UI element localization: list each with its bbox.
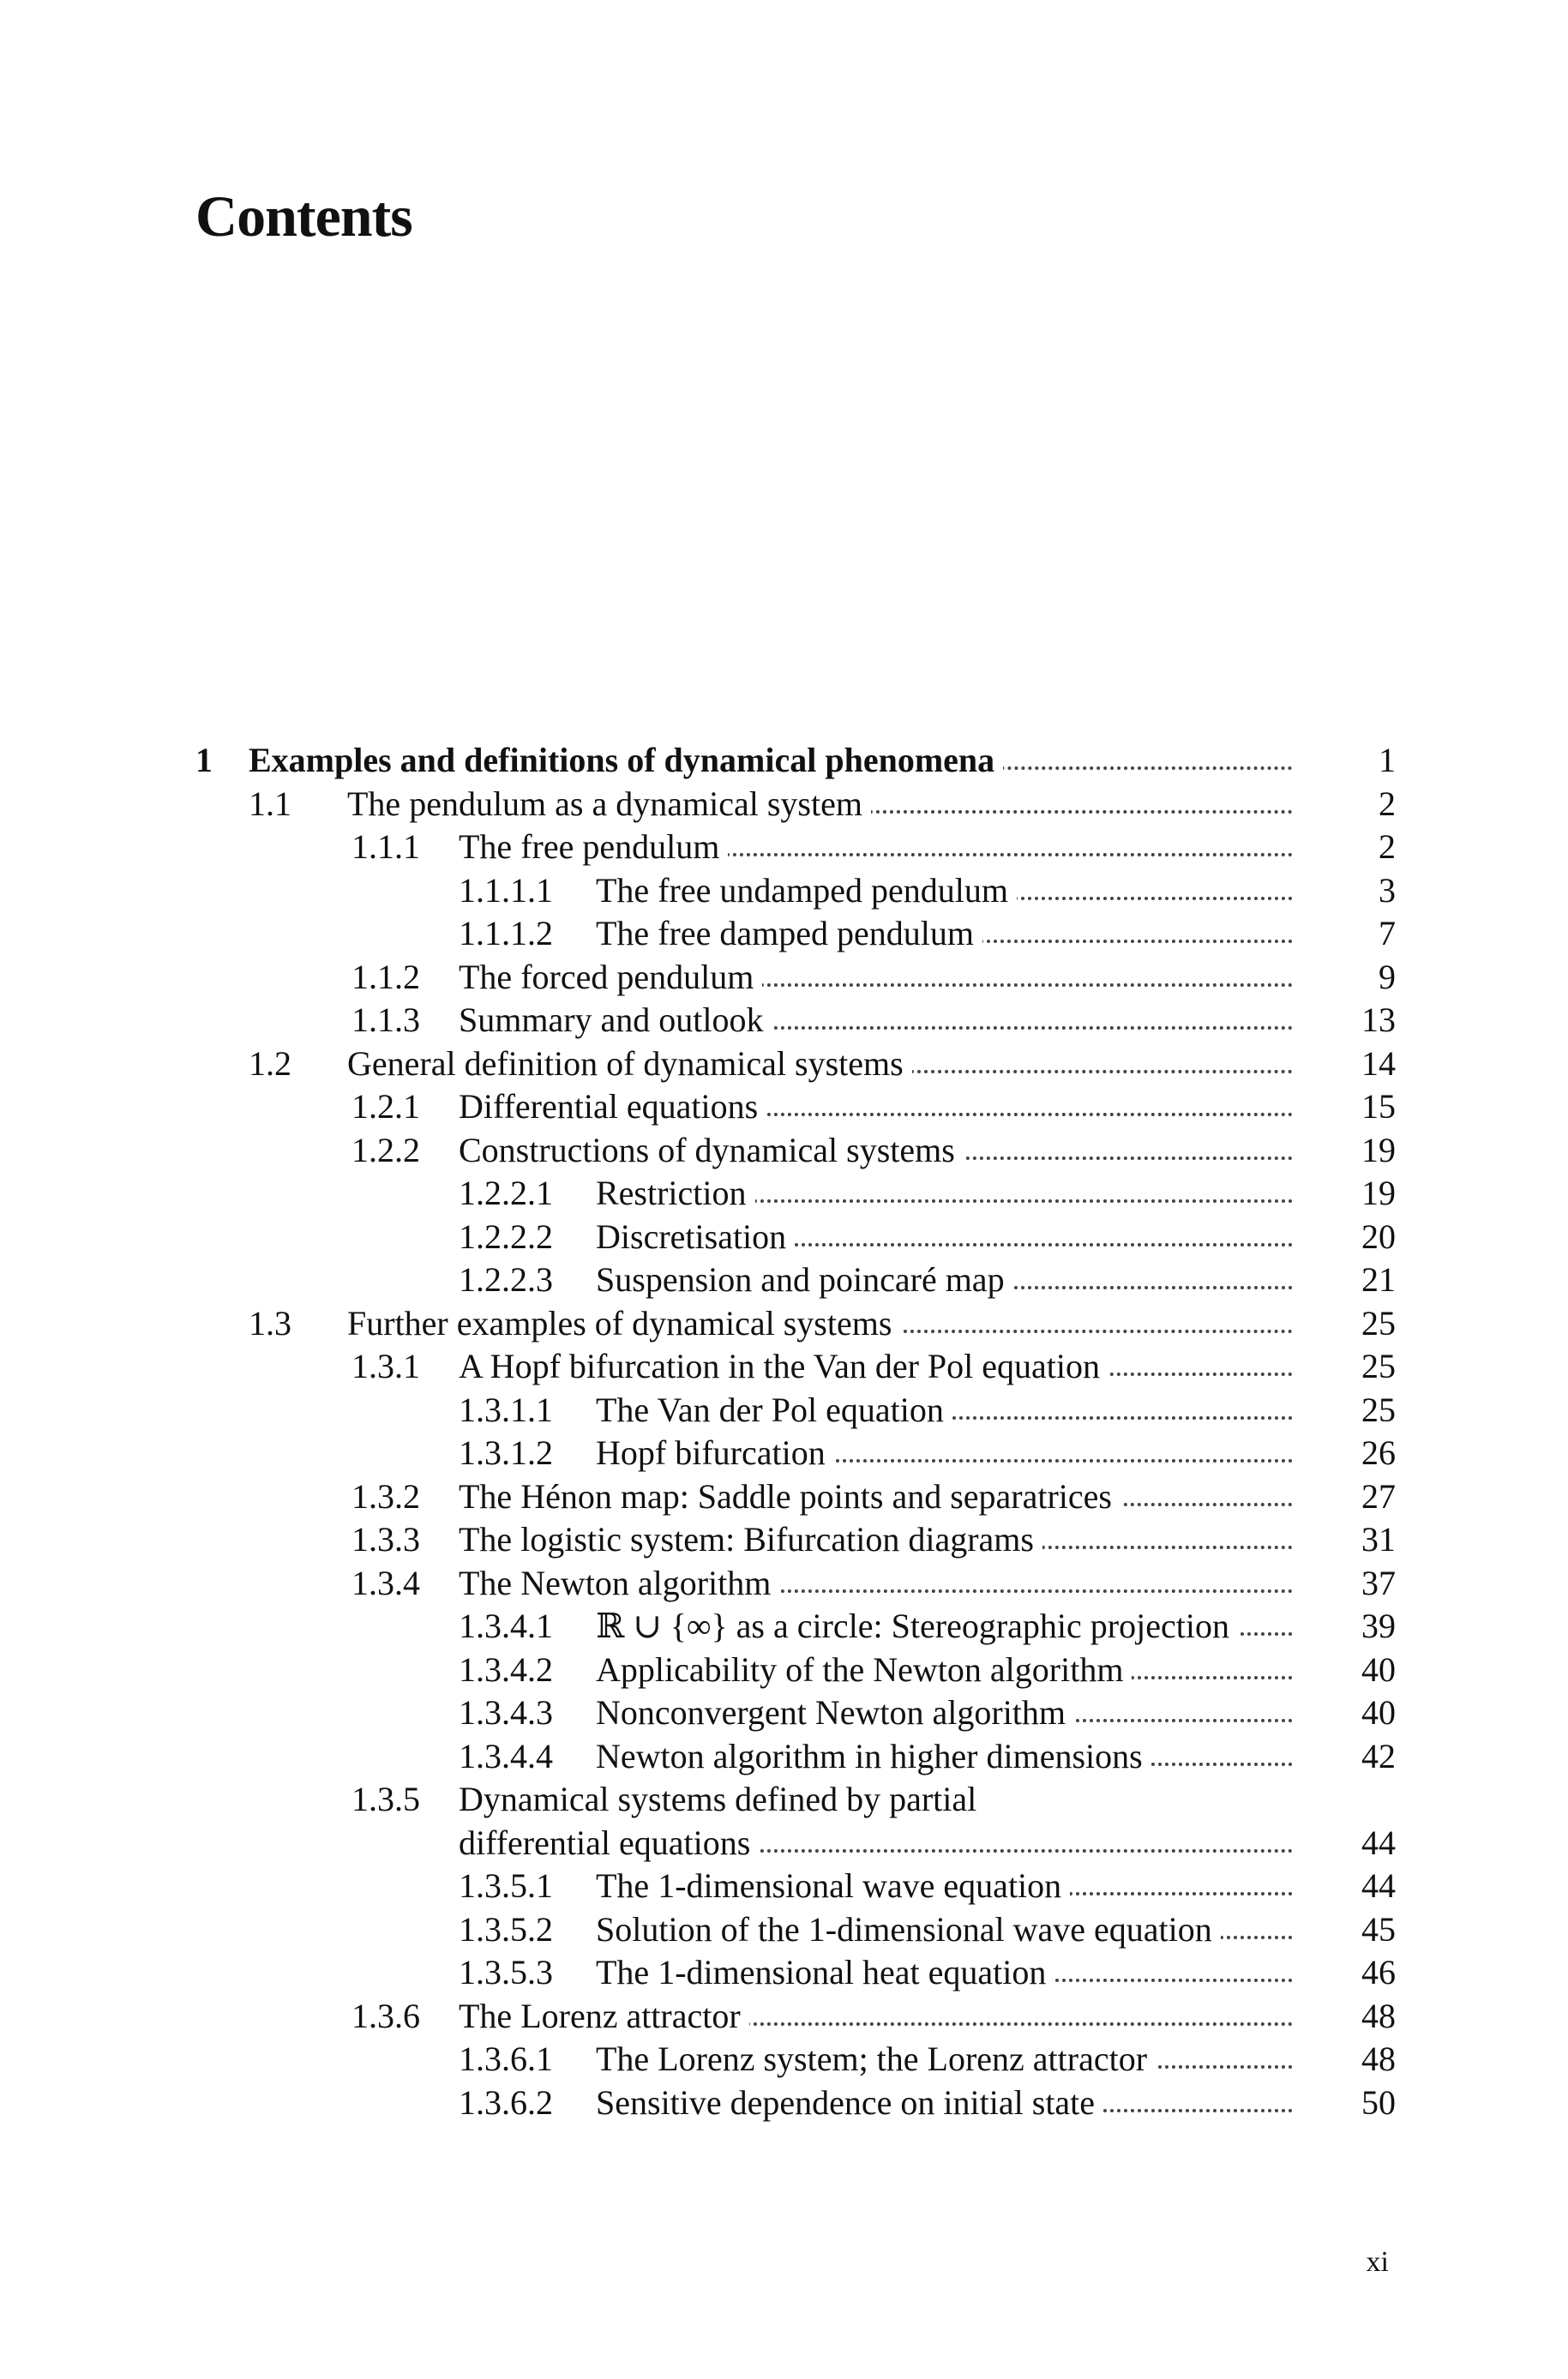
- toc-entry[interactable]: [0, 1389, 1396, 1432]
- toc-entry[interactable]: [0, 1518, 1396, 1561]
- toc-entry-page: 13: [1361, 1000, 1396, 1039]
- toc-entry[interactable]: [0, 826, 1396, 868]
- toc-entry-title: General definition of dynamical systems: [347, 1044, 912, 1083]
- toc-entry-number: 1.3.4.3: [459, 1693, 553, 1732]
- toc-entry-page: 7: [1379, 914, 1396, 952]
- toc-entry-title-wrap: [596, 1735, 1293, 1778]
- toc-entry-page: 42: [1361, 1737, 1396, 1775]
- toc-entry-title-wrap: [596, 869, 1293, 912]
- toc-entry-page: 2: [1379, 827, 1396, 866]
- toc-entry-number: 1.3.5.2: [459, 1910, 553, 1949]
- toc-entry-title: Newton algorithm in higher dimensions: [596, 1737, 1151, 1775]
- toc-entry-title: Nonconvergent Newton algorithm: [596, 1693, 1074, 1732]
- toc-entry-title: Dynamical systems defined by partial: [459, 1780, 985, 1818]
- toc-entry-number: 1.3.5.3: [459, 1953, 553, 1992]
- toc-entry-title-wrap: [459, 1129, 1293, 1172]
- toc-entry[interactable]: [0, 1562, 1396, 1605]
- toc-entry-number: 1.1.2: [351, 958, 420, 996]
- toc-entry-title-wrap: [459, 1518, 1293, 1561]
- toc-entry-number: 1.2: [249, 1044, 291, 1083]
- toc-entry-page: 20: [1361, 1217, 1396, 1256]
- toc-entry-page: 46: [1361, 1953, 1396, 1992]
- toc-entry-page: 14: [1361, 1044, 1396, 1083]
- toc-entry[interactable]: [0, 1691, 1396, 1734]
- toc-entry-page: 15: [1361, 1087, 1396, 1126]
- toc-entry-title-wrap: [596, 1951, 1293, 1994]
- toc-entry-number: 1.3.4: [351, 1564, 420, 1602]
- toc-entry-title-wrap: [249, 739, 1293, 782]
- toc-entry-title-wrap: [459, 1475, 1293, 1518]
- toc-entry-title: The 1-dimensional heat equation: [596, 1953, 1054, 1992]
- toc-entry[interactable]: [0, 783, 1396, 826]
- toc-entry-title: The Van der Pol equation: [596, 1391, 952, 1429]
- toc-entry[interactable]: [0, 1129, 1396, 1172]
- toc-entry-number: 1.1.1.1: [459, 871, 553, 910]
- toc-entry-page: 2: [1379, 784, 1396, 823]
- toc-entry[interactable]: [0, 912, 1396, 955]
- toc-entry-title: Suspension and poincaré map: [596, 1260, 1013, 1299]
- toc-entry-page: 44: [1361, 1866, 1396, 1905]
- toc-entry-title-wrap: [596, 1605, 1293, 1648]
- toc-entry-number: 1.2.2.1: [459, 1174, 553, 1212]
- toc-entry-number: 1.3.2: [351, 1477, 420, 1516]
- toc-entry[interactable]: [0, 1216, 1396, 1259]
- toc-entry-title-wrap: [459, 1995, 1293, 2038]
- toc-entry[interactable]: [0, 2082, 1396, 2124]
- toc-entry-title: The 1-dimensional wave equation: [596, 1866, 1070, 1905]
- toc-entry[interactable]: [0, 999, 1396, 1042]
- toc-entry-title-wrap: [596, 1908, 1293, 1951]
- toc-entry-page: 1: [1379, 741, 1396, 779]
- toc-entry-page: 19: [1361, 1174, 1396, 1212]
- toc-entry-number: 1.3.3: [351, 1520, 420, 1559]
- toc-entry[interactable]: [0, 869, 1396, 912]
- toc-entry-title-wrap: [596, 1389, 1293, 1432]
- toc-entry-page: 48: [1361, 2040, 1396, 2078]
- page-title: Contents: [195, 183, 412, 249]
- toc-entry-page: 48: [1361, 1997, 1396, 2035]
- toc-entry-title: ℝ ∪ {∞} as a circle: Stereographic projection: [596, 1607, 1238, 1645]
- toc-entry-title: The free undamped pendulum: [596, 871, 1017, 910]
- toc-entry-title: Sensitive dependence on initial state: [596, 2083, 1103, 2122]
- toc-entry-title-wrap: [347, 1302, 1293, 1345]
- toc-entry-title-wrap: [459, 1778, 1293, 1821]
- toc-entry-page: 45: [1361, 1910, 1396, 1949]
- toc-entry-title: The Hénon map: Saddle points and separatrices: [459, 1477, 1120, 1516]
- toc-entry[interactable]: [0, 1778, 1396, 1821]
- toc-entry-title: Differential equations: [459, 1087, 766, 1126]
- toc-entry-title-wrap: [596, 1691, 1293, 1734]
- toc-entry-number: 1.2.1: [351, 1087, 420, 1126]
- toc-entry-title: The Lorenz system; the Lorenz attractor: [596, 2040, 1156, 2078]
- toc-entry-number: 1.3: [249, 1304, 291, 1343]
- toc-entry-number: 1.2.2: [351, 1131, 420, 1169]
- toc-entry-number: 1.1: [249, 784, 291, 823]
- toc-entry-title-wrap: [459, 956, 1293, 999]
- toc-entry[interactable]: [0, 1172, 1396, 1215]
- toc-entry-number: 1.3.5: [351, 1780, 420, 1818]
- toc-entry[interactable]: [0, 1259, 1396, 1301]
- toc-entry[interactable]: [0, 1649, 1396, 1691]
- toc-entry[interactable]: [0, 1432, 1396, 1475]
- toc-entry-title: Further examples of dynamical systems: [347, 1304, 900, 1343]
- toc-entry-title: Solution of the 1-dimensional wave equation: [596, 1910, 1221, 1949]
- toc-entry-title-wrap: [347, 1042, 1293, 1085]
- toc-entry-title-wrap: [596, 912, 1293, 955]
- toc-entry-page: 21: [1361, 1260, 1396, 1299]
- toc-entry-page: 37: [1361, 1564, 1396, 1602]
- toc-entry-number: 1.2.2.2: [459, 1217, 553, 1256]
- toc-entry-title: The forced pendulum: [459, 958, 762, 996]
- toc-entry[interactable]: [0, 1042, 1396, 1085]
- toc-entry-title: The Newton algorithm: [459, 1564, 779, 1602]
- toc-entry-number: 1.3.6.1: [459, 2040, 553, 2078]
- toc-entry-title-wrap: [596, 1865, 1293, 1907]
- toc-entry[interactable]: [0, 2038, 1396, 2081]
- toc-entry-page: 39: [1361, 1607, 1396, 1645]
- toc-entry-number: 1.3.6: [351, 1997, 420, 2035]
- toc-entry-title: The free pendulum: [459, 827, 728, 866]
- toc-entry-title-wrap: [596, 2082, 1293, 2124]
- toc-entry-page: 50: [1361, 2083, 1396, 2122]
- toc-entry-title: Discretisation: [596, 1217, 795, 1256]
- toc-entry-number: 1.3.4.4: [459, 1737, 553, 1775]
- toc-entry[interactable]: [0, 956, 1396, 999]
- toc-entry-title: differential equations: [459, 1823, 759, 1862]
- toc-entry-title-wrap: [459, 999, 1293, 1042]
- toc-entry-page: 25: [1361, 1391, 1396, 1429]
- toc-entry-title-wrap: [459, 826, 1293, 868]
- toc-entry-page: 3: [1379, 871, 1396, 910]
- toc-entry-page: 25: [1361, 1347, 1396, 1385]
- toc-chapter-entry[interactable]: [0, 739, 1396, 782]
- toc-entry-page: 40: [1361, 1650, 1396, 1689]
- toc-entry-title: The logistic system: Bifurcation diagrams: [459, 1520, 1042, 1559]
- toc-entry[interactable]: [0, 1302, 1396, 1345]
- toc-entry-number: 1.3.1: [351, 1347, 420, 1385]
- toc-entry-number: 1.3.5.1: [459, 1866, 553, 1905]
- toc-entry-page: 31: [1361, 1520, 1396, 1559]
- toc-entry[interactable]: [0, 1822, 1396, 1865]
- toc-entry-title: Examples and definitions of dynamical phenomena: [249, 741, 1003, 779]
- toc-entry-title-wrap: [596, 1649, 1293, 1691]
- toc-entry[interactable]: [0, 1865, 1396, 1907]
- toc-entry-page: 26: [1361, 1433, 1396, 1472]
- toc-entry-title: The pendulum as a dynamical system: [347, 784, 871, 823]
- toc-entry-number: 1.3.1.1: [459, 1391, 553, 1429]
- toc-entry[interactable]: [0, 1908, 1396, 1951]
- toc-entry-title-wrap: [596, 1172, 1293, 1215]
- toc-entry-number: 1.3.4.1: [459, 1607, 553, 1645]
- toc-entry-title: Constructions of dynamical systems: [459, 1131, 964, 1169]
- toc-entry-number: 1.1.3: [351, 1000, 420, 1039]
- toc-entry-number: 1.1.1.2: [459, 914, 553, 952]
- toc-entry-number: 1: [195, 741, 213, 779]
- toc-entry[interactable]: [0, 1995, 1396, 2038]
- toc-entry-number: 1.3.4.2: [459, 1650, 553, 1689]
- toc-entry-title: A Hopf bifurcation in the Van der Pol equation: [459, 1347, 1108, 1385]
- toc-entry-title: Summary and outlook: [459, 1000, 772, 1039]
- toc-entry-number: 1.3.6.2: [459, 2083, 553, 2122]
- toc-entry[interactable]: [0, 1605, 1396, 1648]
- page-number: xi: [1366, 2246, 1389, 2278]
- toc-entry-title-wrap: [596, 1259, 1293, 1301]
- toc-entry-title-wrap: [596, 2038, 1293, 2081]
- toc-entry-page: 19: [1361, 1131, 1396, 1169]
- toc-entry[interactable]: [0, 1951, 1396, 1994]
- toc-entry-number: 1.3.1.2: [459, 1433, 553, 1472]
- toc-entry-page: 44: [1361, 1823, 1396, 1862]
- toc-entry-number: 1.1.1: [351, 827, 420, 866]
- toc-entry[interactable]: [0, 1345, 1396, 1388]
- toc-entry-title: Applicability of the Newton algorithm: [596, 1650, 1132, 1689]
- toc-entry-title: The Lorenz attractor: [459, 1997, 749, 2035]
- toc-entry-title-wrap: [596, 1432, 1293, 1475]
- toc-entry-title: Restriction: [596, 1174, 755, 1212]
- toc-entry-title: The free damped pendulum: [596, 914, 982, 952]
- toc-entry-page: 25: [1361, 1304, 1396, 1343]
- toc-entry-page: 40: [1361, 1693, 1396, 1732]
- toc-entry-title: Hopf bifurcation: [596, 1433, 834, 1472]
- toc-entry[interactable]: [0, 1735, 1396, 1778]
- toc-entry-title-wrap: [459, 1345, 1293, 1388]
- toc-entry-number: 1.2.2.3: [459, 1260, 553, 1299]
- toc-entry-title-wrap: [596, 1216, 1293, 1259]
- toc-entry[interactable]: [0, 1085, 1396, 1128]
- toc-entry-page: 27: [1361, 1477, 1396, 1516]
- toc-entry-title-wrap: [459, 1822, 1293, 1865]
- toc-entry[interactable]: [0, 1475, 1396, 1518]
- toc-entry-title-wrap: [459, 1085, 1293, 1128]
- toc-entry-page: 9: [1379, 958, 1396, 996]
- toc-entry-title-wrap: [459, 1562, 1293, 1605]
- toc-entry-title-wrap: [347, 783, 1293, 826]
